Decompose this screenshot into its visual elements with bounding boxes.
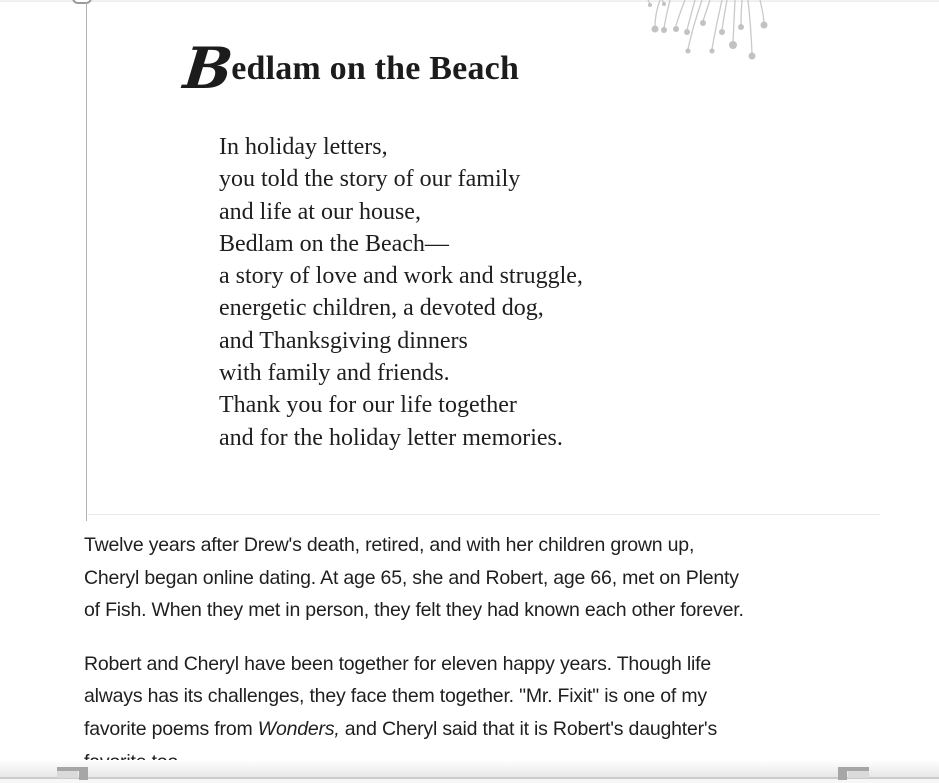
poem-line: and Thanksgiving dinners (219, 327, 468, 354)
dandelion-decoration-icon (630, 0, 780, 65)
next-page-right-corner (838, 767, 869, 783)
story-line: of Fish. When they met in person, they felt they had known each other forever. (84, 599, 744, 622)
poem-title-text: edlam on the Beach (231, 50, 520, 87)
next-spread-sliver (0, 779, 939, 783)
poem-line: Bedlam on the Beach— (219, 230, 449, 257)
poem-line: and life at our house, (219, 198, 421, 225)
story-line: Robert and Cheryl have been together for eleven happy years. Though life (84, 652, 711, 675)
poem-line: and for the holiday letter memories. (219, 424, 563, 451)
story-line (84, 713, 884, 746)
page-bottom-shadow (0, 760, 939, 777)
story-paragraph-1 (84, 529, 884, 627)
story-line: always has its challenges, they face them together. "Mr. Fixit" is one of my (84, 685, 707, 708)
poem-title-drop-cap: B (180, 35, 234, 102)
poem-line: a story of love and work and struggle, (219, 263, 583, 290)
next-page-left-corner (57, 767, 88, 783)
page-left-edge-line (86, 3, 87, 521)
story-line-part: and Cheryl said that it is Robert's daughter's (339, 717, 718, 740)
story-line: Twelve years after Drew's death, retired, and with her children grown up, (84, 534, 695, 556)
top-toolbar-edge (0, 0, 939, 2)
book-title-italic: Wonders, (257, 717, 340, 740)
poem-line: In holiday letters, (219, 134, 388, 160)
story-paragraph-2 (84, 648, 884, 778)
poem-line: with family and friends. (219, 360, 450, 387)
story-line: Cheryl began online dating. At age 65, she and Robert, age 66, met on Plenty (84, 566, 739, 589)
poem-line: Thank you for our life together (219, 392, 517, 419)
poem-line: you told the story of our family (219, 166, 521, 193)
page-bottom-edge-line (88, 514, 880, 515)
story-text (84, 529, 884, 778)
scroll-handle[interactable] (72, 0, 92, 4)
poem-title (180, 35, 520, 102)
poem-body (219, 131, 583, 454)
poem-line: energetic children, a devoted dog, (219, 295, 544, 322)
story-line-part: favorite poems from (84, 717, 258, 740)
